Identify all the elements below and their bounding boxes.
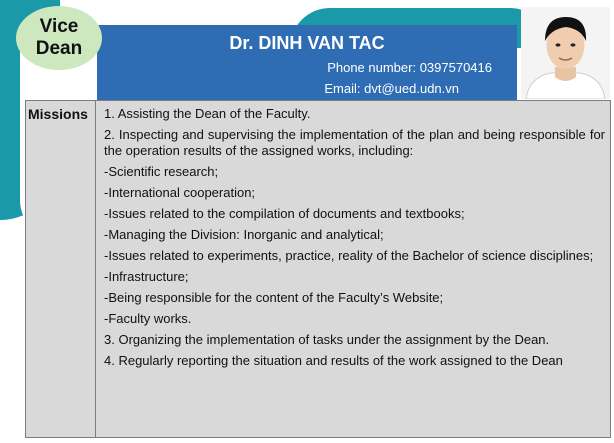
profile-photo [521,7,610,99]
table-column-divider [95,101,96,437]
missions-label: Missions [28,106,88,122]
list-item: -Managing the Division: Inorganic and analytical; [104,227,384,242]
missions-table [25,100,611,438]
list-item: 4. Regularly reporting the situation and results of the work assigned to the Dean [104,353,563,368]
phone-number: Phone number: 0397570416 [327,60,492,75]
list-item: -Faculty works. [104,311,192,326]
list-item: 2. Inspecting and supervising the implementation of the plan and being responsible for the operation results of the assigned works, including: [104,127,605,158]
list-item: -Infrastructure; [104,269,189,284]
missions-list [104,106,605,374]
role-badge [16,6,102,70]
person-name: Dr. DINH VAN TAC [229,33,385,53]
email-address: Email: dvt@ued.udn.vn [324,81,459,96]
role-badge-line2: Dean [35,38,83,59]
person-portrait-icon [521,7,610,99]
list-item: -Issues related to experiments, practice, reality of the Bachelor of science disciplines; [104,248,594,263]
profile-header [97,25,517,100]
list-item: -Scientific research; [104,164,219,179]
list-item: -Being responsible for the content of the Faculty’s Website; [104,290,444,305]
list-item: -International cooperation; [104,185,256,200]
list-item: -Issues related to the compilation of documents and textbooks; [104,206,465,221]
list-item: 1. Assisting the Dean of the Faculty. [104,106,311,121]
role-badge-line1: Vice [39,16,79,37]
list-item: 3. Organizing the implementation of tasks under the assignment by the Dean. [104,332,550,347]
